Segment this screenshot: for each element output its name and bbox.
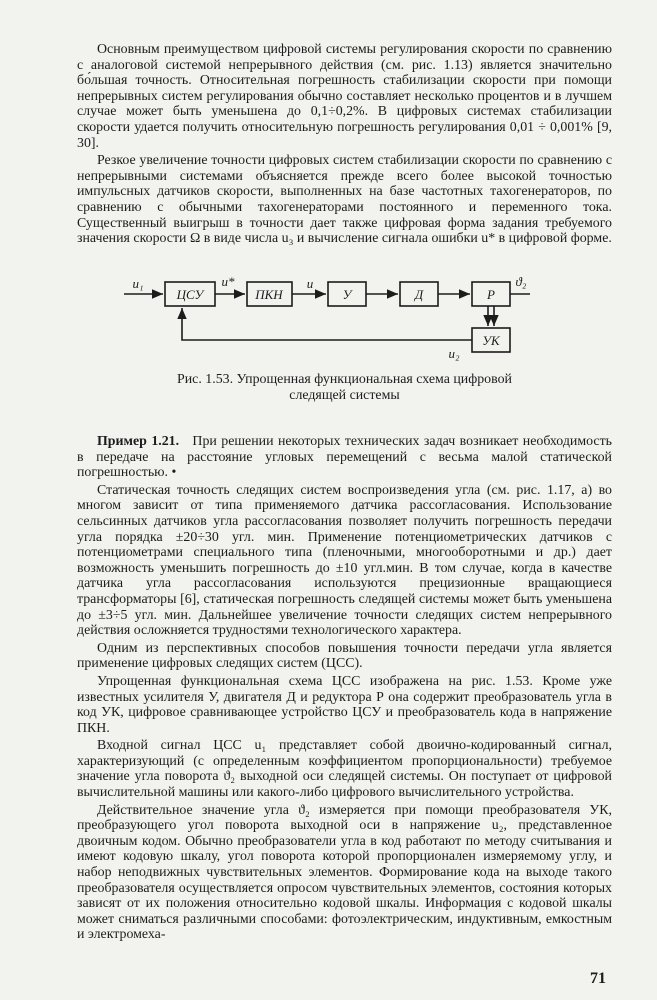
signal-theta2: ϑ₂ [515,274,527,289]
top-text [77,42,612,247]
label-pkn: ПКН [255,287,283,302]
signal-ustar: u* [221,274,235,289]
paragraph: Входной сигнал ЦСС u₁ представляет собой двоично-кодированный сигнал, характеризующий (с определенным коэффициентом пропорциональности) требуемое значение угла поворота ϑ₂ выходной оси следящей системы. Он поступает от цифровой вычислительной машины или какого-либо цифрового вычислительного устройства. [77,738,612,801]
figure-caption [77,372,612,404]
paragraph: Основным преимуществом цифровой системы регулирования скорости по сравнению с аналоговой системой непрерывного действия (см. рис. 1.13) является значительно бо́льшая точность. Относительная погрешность стабилизации скорости при помощи непрерывных систем регулирования обычно составляет несколько процентов и в лучшем случае может быть уменьшена до 0,1÷0,2%. В цифровых системах стабилизации скорости удается получить относительную погрешность регулирования 0,01 ÷ 0,001% [9, 30]. [77,42,612,151]
signal-u1: u₁ [132,276,144,291]
example-label: Пример 1.21. [97,434,180,449]
paragraph: Резкое увеличение точности цифровых систем стабилизации скорости по сравнению с непрерывными системами объясняется прежде всего более высокой точностью импульсных датчиков скорости, выполненных на базе частотных тахогенераторов, по сравнению с обычными тахогенераторами постоянного и переменного тока. Существенный выигрыш в точности дает также цифровая форма задания требуемого значения скорости Ω в виде числа u₃ и вычисление сигнала ошибки u* в цифровой форме. [77,153,612,247]
block-diagram [110,264,530,366]
signal-u: u [306,276,314,291]
label-uk: УК [482,333,500,348]
label-r: Р [487,287,495,302]
page-number: 71 [590,970,606,987]
example-text: При решении некоторых технических задач возникает необходимость в передаче на расстояние угловых перемещений с весьма малой статической погрешностью. • [77,434,613,481]
paragraph: Одним из перспективных способов повышения точности передачи угла является применение цифровых следящих систем (ЦСС). [77,640,612,672]
signal-u2: u₂ [448,346,460,361]
example-paragraph [77,434,612,481]
paragraph: Упрощенная функциональная схема ЦСС изображена на рис. 1.53. Кроме уже известных усилителя У, двигателя Д и редуктора Р она содержит преобразователь угла в код УК, цифровое сравнивающее устройство ЦСУ и преобразователь кода в напряжение ПКН. [77,673,612,736]
label-d: Д [414,287,424,302]
caption-line: Рис. 1.53. Упрощенная функциональная схема цифровой [177,372,512,387]
paragraph: Статическая точность следящих систем воспроизведения угла (см. рис. 1.17, а) во многом зависит от типа применяемого датчика рассогласования. Использование сельсинных датчиков угла рассогласования позволяет получить погрешность передачи угла порядка ±20÷30 угл. мин. Применение потенциометрических датчиков с потенциометрами специального типа (пленочными, многооборотными и др.) дает возможность уменьшить погрешность до ±10 угл.мин. В том случае, когда в качестве датчика угла рассогласования используются прецизионные вращающиеся трансформаторы [6], статическая погрешность следящей системы может быть уменьшена до ±3÷5 угл. мин. Дальнейшее увеличение точности следящих систем непрерывного действия осложняется трудностями технологического характера. [77,482,612,639]
label-u: У [342,287,352,302]
label-tsu: ЦСУ [176,287,204,302]
bottom-text [77,434,612,943]
caption-line: следящей системы [289,388,400,403]
paragraph: Действительное значение угла ϑ₂ измеряется при помощи преобразователя УК, преобразующего угол поворота выходной оси в напряжение u₂, представленное двоичным кодом. Обычно преобразователи угла в код работают по методу считывания и имеют кодовую шкалу, угол поворота которой пропорционален измеряемому углу, и набор неподвижных чувствительных элементов. Формирование кода на выходе такого преобразователя осуществляется опросом чувствительных элементов, состояния которых зависят от их положения относительно кодовой шкалы. Информация с кодовой шкалы может сниматься различными способами: фотоэлектрическим, индуктивным, емкостным и электромеха- [77,802,612,943]
